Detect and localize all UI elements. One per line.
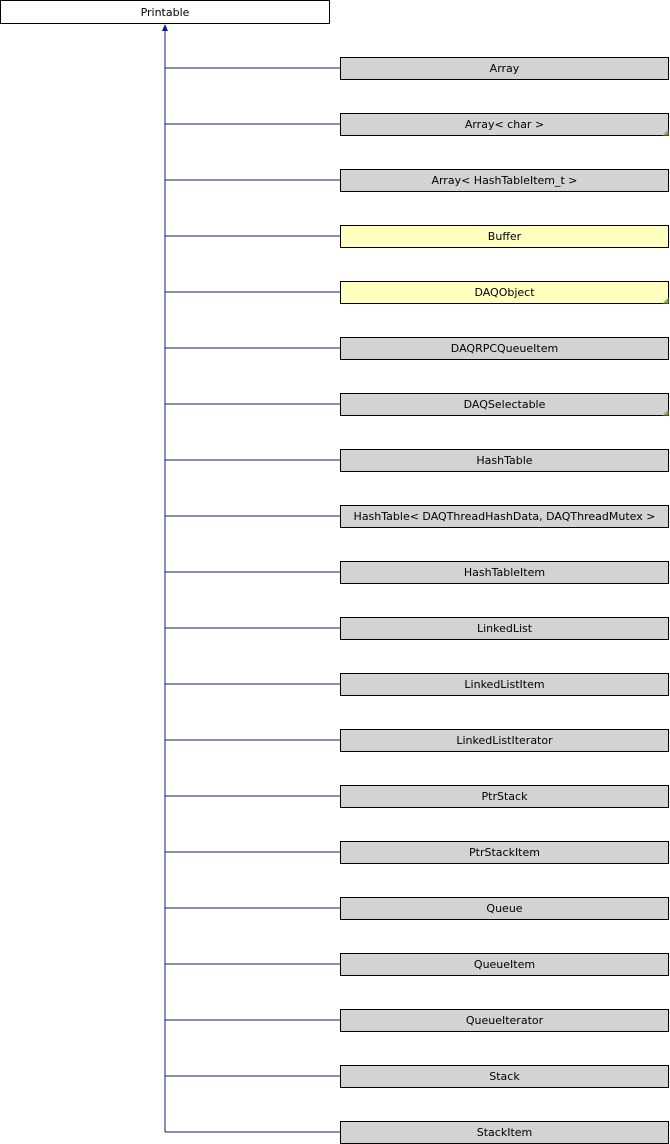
class-node[interactable] [341, 170, 669, 192]
class-label: LinkedList [476, 622, 533, 635]
class-node[interactable] [341, 618, 669, 640]
class-node[interactable] [341, 450, 669, 472]
inheritance-arrowhead [162, 24, 168, 31]
class-label: HashTable [476, 454, 533, 467]
class-node[interactable] [341, 730, 669, 752]
class-node[interactable] [341, 898, 669, 920]
class-node[interactable] [341, 506, 669, 528]
class-node[interactable] [341, 562, 669, 584]
class-label: Buffer [487, 230, 522, 243]
class-node[interactable] [341, 338, 669, 360]
class-node[interactable] [341, 394, 669, 416]
class-node[interactable] [341, 282, 669, 304]
class-label: QueueItem [473, 958, 536, 971]
class-label: Array< char > [464, 118, 545, 131]
class-node[interactable] [341, 954, 669, 976]
class-node[interactable] [341, 674, 669, 696]
class-node[interactable] [341, 226, 669, 248]
root-label: Printable [140, 6, 190, 19]
class-node[interactable] [341, 58, 669, 80]
child-nodes [341, 58, 669, 1144]
class-label: QueueIterator [465, 1014, 544, 1027]
class-label: HashTable< DAQThreadHashData, DAQThreadMutex > [353, 510, 656, 523]
class-label: LinkedListIterator [456, 734, 553, 747]
class-node[interactable] [341, 1122, 669, 1144]
class-node[interactable] [341, 842, 669, 864]
class-label: HashTableItem [463, 566, 546, 579]
class-label: Stack [489, 1070, 520, 1083]
class-label: DAQObject [474, 286, 535, 299]
class-node[interactable] [341, 1066, 669, 1088]
class-label: Array< HashTableItem_t > [431, 174, 578, 187]
class-node[interactable] [341, 1010, 669, 1032]
inheritance-edges [165, 30, 341, 1132]
class-node[interactable] [341, 114, 669, 136]
class-label: Array [489, 62, 520, 75]
root-node[interactable] [1, 1, 330, 24]
class-node[interactable] [341, 786, 669, 808]
class-label: StackItem [476, 1126, 533, 1139]
class-label: PtrStackItem [469, 846, 540, 859]
class-label: DAQSelectable [463, 398, 546, 411]
class-label: PtrStack [481, 790, 528, 803]
class-label: LinkedListItem [464, 678, 545, 691]
class-label: Queue [486, 902, 523, 915]
class-label: DAQRPCQueueItem [450, 342, 559, 355]
